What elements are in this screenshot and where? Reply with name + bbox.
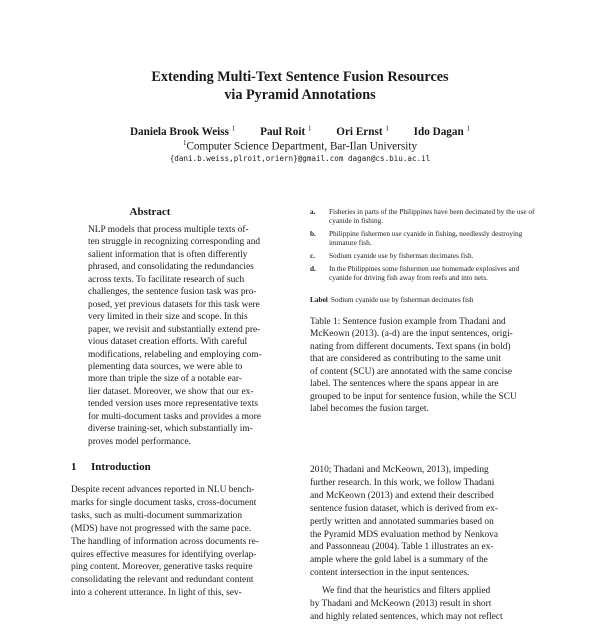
author: Ori Ernst $^1$ [336, 124, 389, 138]
paper-title [0, 68, 600, 104]
example-text: Fisheries in parts of the Philippines have been decimated by the use of cyanide in fishing. [329, 207, 535, 225]
abstract-heading: Abstract [129, 206, 171, 218]
text-line: label. The sentences where the spans appear in are [310, 379, 499, 390]
example-label: a. [310, 207, 316, 216]
text-line: ping content. Moreover, generative tasks require [71, 562, 253, 573]
example-text: Sodium cyanide use by fisherman decimates fish. [329, 251, 474, 260]
fusion-label-text: Sodium cyanide use by fisherman decimates fish [330, 295, 474, 304]
author-emails: {dani.b.weiss,plroit,oriern}@gmail.com dagan@cs.biu.ac.il [169, 154, 431, 163]
text-line: phrased, and consolidating the redundancies [88, 262, 254, 273]
text-line: 2010; Thadani and McKeown, 2013), impeding [310, 465, 489, 475]
paragraph [310, 464, 532, 580]
text-line: for multi-document tasks and provides a more [88, 411, 261, 422]
text-line: very limited in their size and scope. In this [88, 312, 248, 323]
fusion-label [310, 295, 474, 304]
example-text: Philippine fishermen use cyanide in fishing, needlessly destroying immature fish. [329, 229, 523, 247]
text-line: and highly related sentences, which may not reflect [310, 611, 503, 622]
text-line: of content (SCU) are annotated with the same concise [310, 366, 513, 377]
example-sentence [310, 229, 535, 247]
author: Paul Roit $^1$ [260, 124, 312, 138]
example-label: c. [310, 251, 316, 260]
section-title: Introduction [91, 461, 151, 473]
text-line: tended version uses more representative texts [88, 399, 258, 410]
text-line: further research. In this work, we follow Thadani [310, 477, 495, 488]
text-line: the Pyramid MDS evaluation method by Nenkova [310, 529, 498, 540]
table-caption [310, 316, 532, 416]
text-line: more than triple the size of a notable ear- [88, 374, 242, 385]
text-line: modifications, relabeling and employing com- [88, 349, 262, 360]
text-line: quires effective measures for identifying overlap- [71, 549, 257, 560]
example-sentence [310, 264, 535, 282]
text-line: sentence fusion dataset, which is derived from ex- [310, 503, 498, 514]
text-line: We find that the heuristics and filters applied [322, 586, 491, 597]
text-line: proves model performance. [88, 436, 191, 447]
text-line: into a coherent utterance. In light of this, sev- [71, 588, 242, 599]
title-line-2: via Pyramid Annotations [224, 87, 376, 103]
example-label: b. [310, 229, 316, 238]
text-line: by Thadani and McKeown (2013) result in short [310, 599, 492, 610]
text-line: grouped to be input for sentence fusion, while the SCU [310, 391, 517, 402]
text-line: label becomes the fusion target. [310, 404, 429, 415]
text-line: posed, yet previous datasets for this task were [88, 299, 260, 310]
text-line: and Passonneau (2004). Table 1 illustrates an ex- [310, 542, 494, 553]
example-sentence [310, 251, 535, 260]
text-line: that are considered as contributing to the same unit [310, 354, 502, 365]
paragraph [310, 585, 532, 624]
text-line: salient information that is often differently [88, 249, 248, 260]
text-line: paper, we revisit and substantially extend pre- [88, 324, 261, 335]
text-line: challenges, the sentence fusion task was pro- [88, 287, 257, 298]
text-line: pertly written and annotated summaries based on [310, 516, 494, 527]
example-sentence [310, 207, 535, 225]
text-line: The handling of information across documents re- [71, 536, 259, 547]
text-line: Despite recent advances reported in NLU bench- [71, 485, 255, 495]
fusion-example-table [310, 207, 535, 286]
text-line: vious dataset creation efforts. With careful [88, 337, 248, 348]
section-number: 1 [71, 461, 77, 473]
text-line: Table 1: Sentence fusion example from Thadani and [310, 317, 506, 327]
author: Ido Dagan $^1$ [413, 124, 471, 138]
text-line: consolidating the relevant and redundant content [71, 575, 254, 586]
text-line: NLP models that process multiple texts of- [88, 225, 249, 235]
text-line: nating from different documents. Text spans (in bold) [310, 341, 511, 352]
affiliation: $^1$Computer Science Department, Bar-Ilan University [182, 139, 418, 153]
text-line: McKeown (2013). (a-d) are the input sentences, origi- [310, 329, 513, 340]
title-line-1: Extending Multi-Text Sentence Fusion Resources [151, 69, 449, 85]
text-line: tasks, such as multi-document summarization [71, 510, 243, 521]
right-column-body [310, 464, 532, 629]
example-text: In the Philippines some fishermen use homemade explosives and cyanide for driving fish away from reefs and into nets. [329, 264, 520, 282]
author-list [0, 124, 600, 138]
introduction-body [71, 484, 297, 600]
text-line: marks for single document tasks, cross-document [71, 497, 257, 508]
example-label: d. [310, 264, 316, 273]
text-line: diverse training-set, which substantially im- [88, 424, 253, 435]
fusion-label-key: Label [310, 295, 328, 304]
author: Daniela Brook Weiss $^1$ [129, 124, 236, 138]
abstract-body [88, 224, 272, 448]
text-line: ample where the gold label is a summary of the [310, 555, 488, 566]
text-line: lier dataset. Moreover, we show that our ex- [88, 386, 254, 397]
text-line: (MDS) have not progressed with the same pace. [71, 523, 252, 534]
text-line: plementing data sources, we were able to [88, 361, 243, 372]
section-heading-introduction [71, 461, 151, 473]
text-line: ten struggle in recognizing corresponding and [88, 237, 261, 248]
text-line: and McKeown (2013) and extend their described [310, 490, 494, 501]
text-line: content intersection in the input sentences. [310, 568, 470, 579]
text-line: across texts. To facilitate research of such [88, 274, 245, 285]
